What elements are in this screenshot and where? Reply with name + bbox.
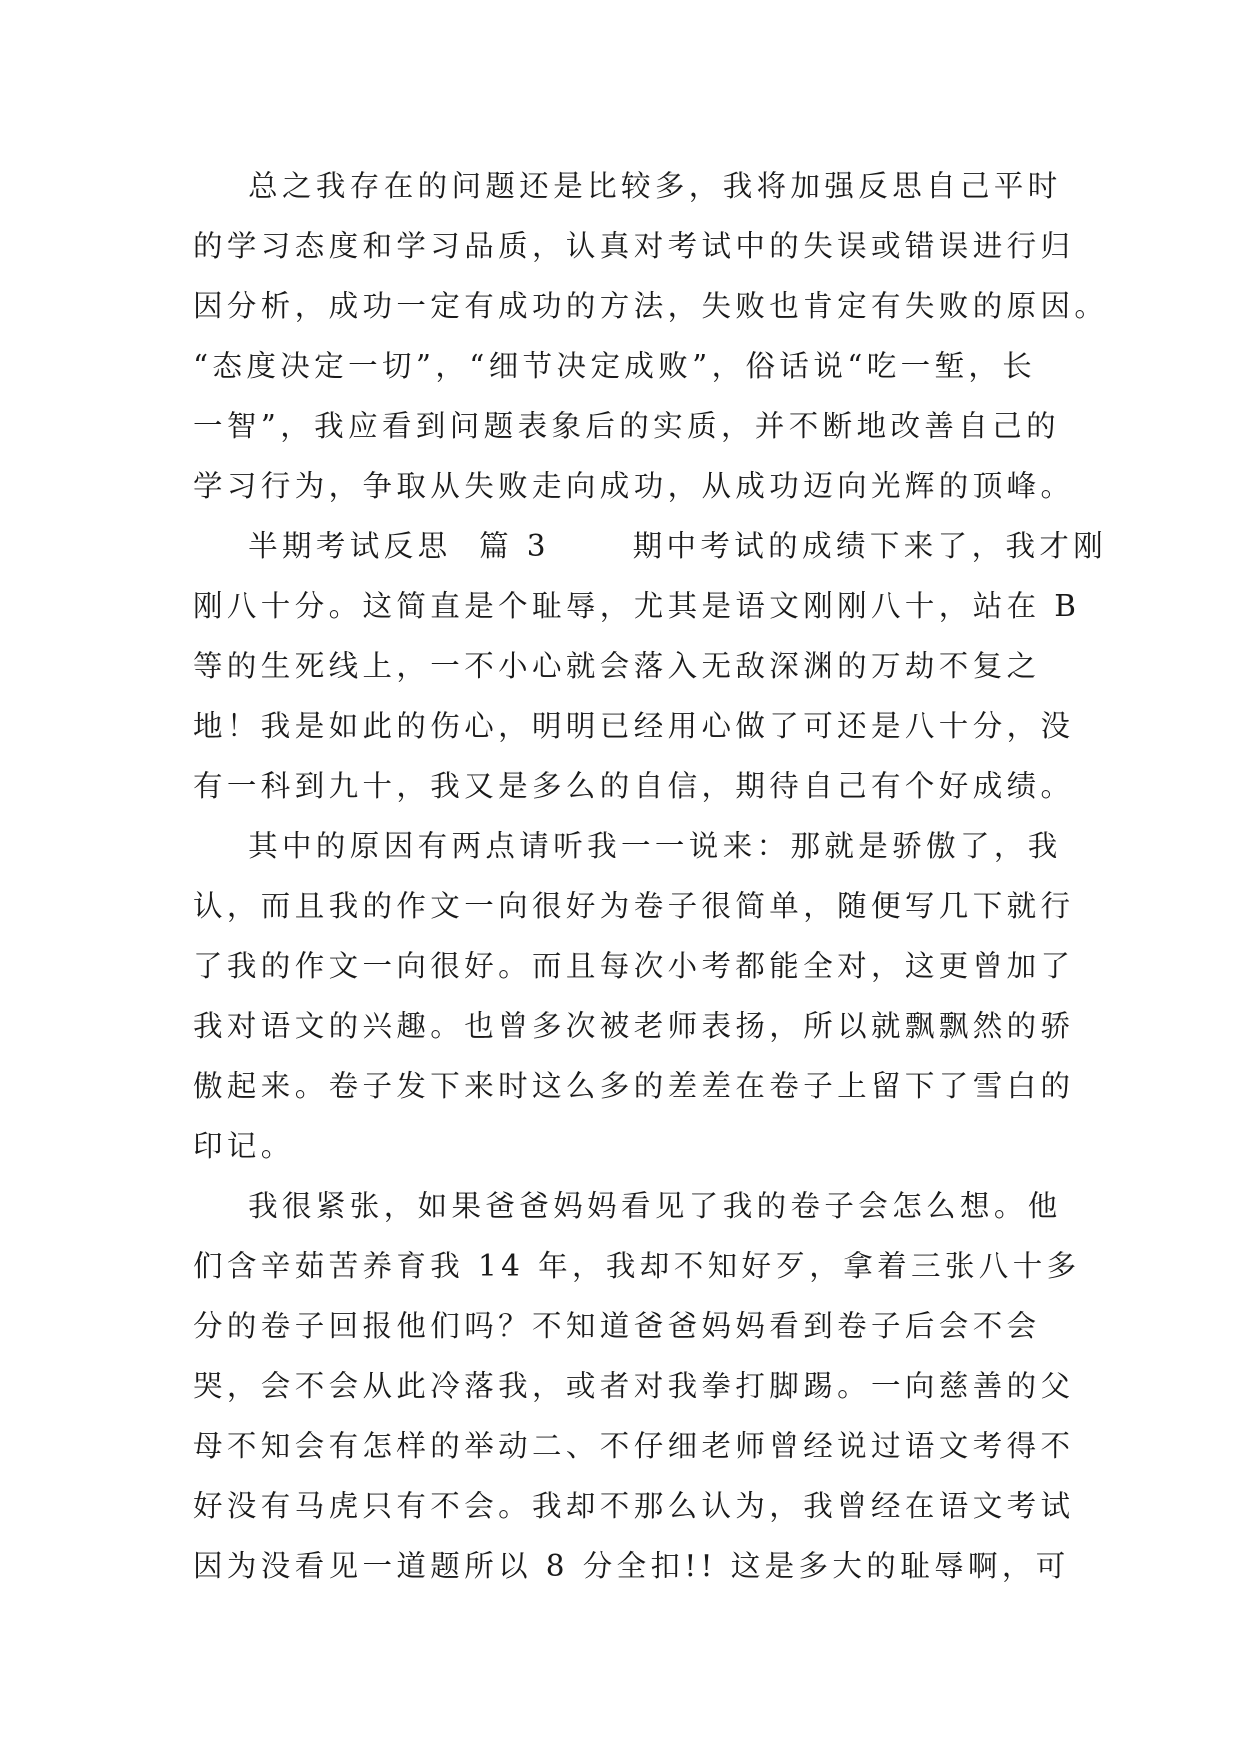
text-line: 一智”，我应看到问题表象后的实质，并不断地改善自己的: [193, 409, 1060, 443]
text-line: 好没有马虎只有不会。我却不那么认为，我曾经在语文考试: [193, 1489, 1075, 1523]
text-line: 刚八十分。这简直是个耻辱，尤其是语文刚刚八十，站在 B: [193, 589, 1081, 623]
text-line: 我很紧张，如果爸爸妈妈看见了我的卷子会怎么想。他: [193, 1189, 1062, 1223]
text-line: 等的生死线上，一不小心就会落入无敌深渊的万劫不复之: [193, 649, 1041, 683]
text-line: 的学习态度和学习品质，认真对考试中的失误或错误进行归: [193, 229, 1075, 263]
text-line: 们含辛茹苦养育我 14 年，我却不知好歹，拿着三张八十多: [193, 1249, 1081, 1283]
text-line: 母不知会有怎样的举动二、不仔细老师曾经说过语文考得不: [193, 1429, 1075, 1463]
text-line: 其中的原因有两点请听我一一说来：那就是骄傲了，我: [193, 829, 1062, 863]
text-line: 学习行为，争取从失败走向成功，从成功迈向光辉的顶峰。: [193, 469, 1075, 503]
text-line: 地！我是如此的伤心，明明已经用心做了可还是八十分，没: [193, 709, 1075, 743]
text-line: 半期考试反思 篇 3 期中考试的成绩下来了，我才刚: [193, 529, 1108, 563]
text-line: 印记。: [193, 1129, 295, 1163]
text-line: 因分析，成功一定有成功的方法，失败也肯定有失败的原因。: [193, 289, 1109, 323]
text-line: 我对语文的兴趣。也曾多次被老师表扬，所以就飘飘然的骄: [193, 1009, 1075, 1043]
text-line: “态度决定一切”，“细节决定成败”，俗话说“吃一堑，长: [193, 349, 1037, 383]
body-text: [193, 156, 1109, 1596]
text-line: 傲起来。卷子发下来时这么多的差差在卷子上留下了雪白的: [193, 1069, 1075, 1103]
text-line: 有一科到九十，我又是多么的自信，期待自己有个好成绩。: [193, 769, 1075, 803]
text-line: 了我的作文一向很好。而且每次小考都能全对，这更曾加了: [193, 949, 1075, 983]
text-line: 分的卷子回报他们吗？不知道爸爸妈妈看到卷子后会不会: [193, 1309, 1041, 1343]
text-line: 认，而且我的作文一向很好为卷子很简单，随便写几下就行: [193, 889, 1075, 923]
text-line: 哭，会不会从此冷落我，或者对我拳打脚踢。一向慈善的父: [193, 1369, 1075, 1403]
text-line: 因为没看见一道题所以 8 分全扣!! 这是多大的耻辱啊，可: [193, 1549, 1070, 1583]
text-line: 总之我存在的问题还是比较多，我将加强反思自己平时: [193, 169, 1062, 203]
